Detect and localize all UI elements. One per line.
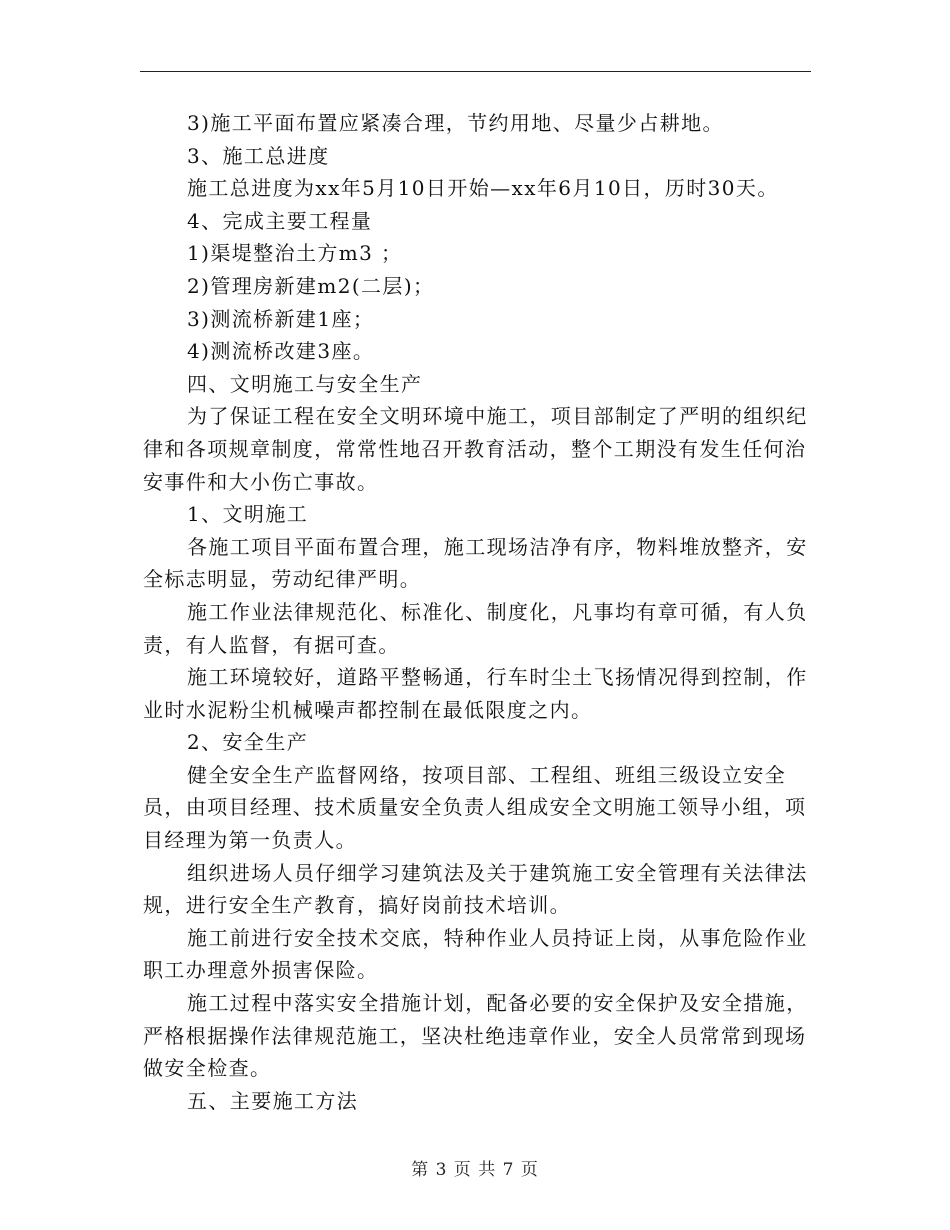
header-rule	[140, 71, 811, 72]
section-heading: 四、文明施工与安全生产	[187, 371, 423, 396]
section-heading: 3、施工总进度	[187, 143, 330, 168]
paragraph: 施工环境较好，道路平整畅通，行车时尘土飞扬情况得到控制，作业时水泥粉尘机械噪声都控制在最低限度之内。	[143, 665, 808, 722]
paragraph: 各施工项目平面布置合理，施工现场洁净有序，物料堆放整齐，安全标志明显，劳动纪律严明。	[143, 534, 808, 592]
list-item: 2)管理房新建m2(二层)；	[187, 273, 435, 298]
page-number: 第 3 页 共 7 页	[411, 1160, 539, 1180]
paragraph: 为了保证工程在安全文明环境中施工，项目部制定了严明的组织纪律和各项规章制度，常常性地召开教育活动，整个工期没有发生任何治安事件和大小伤亡事故。	[143, 404, 808, 494]
list-item: 1)渠堤整治土方m3 ；	[187, 241, 403, 266]
section-heading: 五、主要施工方法	[187, 1088, 359, 1113]
list-item: 4)测流桥改建3座。	[187, 339, 375, 364]
paragraph: 3)施工平面布置应紧凑合理，节约用地、尽量少占耕地。	[187, 111, 724, 135]
list-item: 3)测流桥新建1座；	[187, 306, 375, 331]
paragraph: 施工作业法律规范化、标准化、制度化，凡事均有章可循，有人负责，有人监督，有据可查。	[143, 599, 808, 657]
paragraph: 施工前进行安全技术交底，特种作业人员持证上岗，从事危险作业职工办理意外损害保险。	[143, 925, 808, 983]
section-heading: 2、安全生产	[187, 730, 309, 755]
section-heading: 1、文明施工	[187, 502, 309, 527]
page-footer	[0, 1155, 950, 1180]
paragraph: 施工总进度为xx年5月10日开始—xx年6月10日，历时30天。	[187, 176, 779, 201]
paragraph: 组织进场人员仔细学习建筑法及关于建筑施工安全管理有关法律法规，进行安全生产教育，搞好岗前技术培训。	[143, 860, 808, 918]
paragraph: 健全安全生产监督网络，按项目部、工程组、班组三级设立安全员，由项目经理、技术质量安全负责人组成安全文明施工领导小组，项目经理为第一负责人。	[143, 762, 807, 853]
paragraph: 施工过程中落实安全措施计划，配备必要的安全保护及安全措施，严格根据操作法律规范施工，坚决杜绝违章作业，安全人员常常到现场做安全检查。	[143, 991, 808, 1081]
section-heading: 4、完成主要工程量	[187, 208, 373, 233]
document-body	[143, 107, 811, 1117]
